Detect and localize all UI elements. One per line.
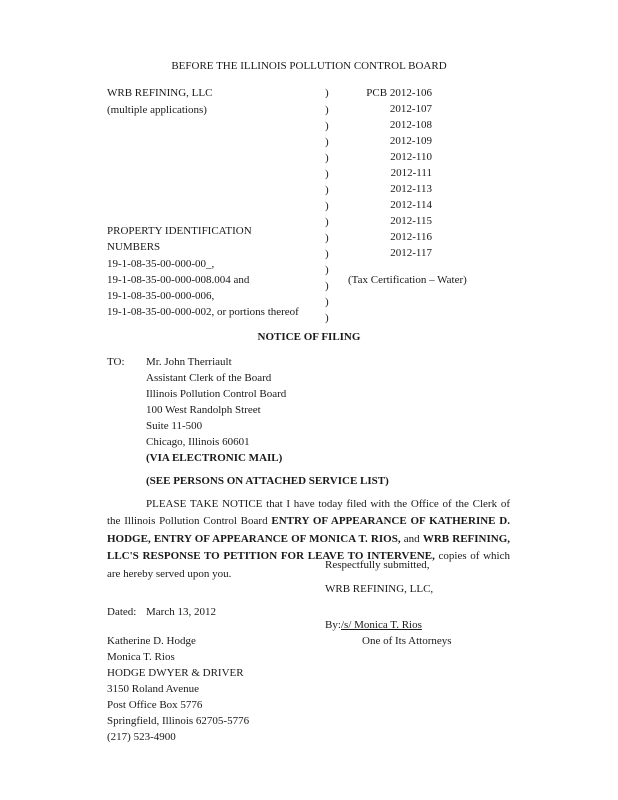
caption-paren: ) (325, 264, 329, 276)
notice-title: NOTICE OF FILING (257, 331, 361, 343)
case-number: 2012-113 (390, 183, 432, 195)
attorney-line: HODGE DWYER & DRIVER (107, 667, 244, 679)
closing: Respectfully submitted, (325, 559, 430, 571)
parcel-number: 19-1-08-35-00-000-002, or portions thereof (107, 306, 299, 318)
caption-paren: ) (325, 248, 329, 260)
by-label: By: (325, 619, 341, 631)
caption-paren: ) (325, 200, 329, 212)
case-number: PCB 2012-106 (366, 87, 432, 99)
body-document-1: ENTRY OF APPEARANCE OF KATHERINE D. HODGE, ENTRY OF APPEARANCE OF MONICA T. RIOS, (107, 515, 510, 545)
case-number: 2012-109 (389, 135, 432, 147)
caption-paren: ) (325, 216, 329, 228)
attorney-line: Post Office Box 5776 (107, 699, 203, 711)
caption-paren: ) (325, 152, 329, 164)
caption-paren: ) (325, 87, 329, 99)
notice-body (107, 496, 510, 583)
recipient-line: Chicago, Illinois 60601 (146, 436, 250, 448)
caption-paren: ) (325, 168, 329, 180)
attorney-line: (217) 523-4900 (107, 731, 176, 743)
caption-paren: ) (325, 104, 329, 116)
body-outro: copies of which are hereby served upon you. (107, 550, 510, 580)
caption-paren: ) (325, 120, 329, 132)
body-intro: PLEASE TAKE NOTICE that I have today filed with the Office of the Clerk of the Illinois Pollution Control Board (107, 498, 510, 528)
service-list-note: (SEE PERSONS ON ATTACHED SERVICE LIST) (146, 475, 389, 487)
recipient-line: Assistant Clerk of the Board (146, 372, 272, 384)
case-number: 2012-107 (389, 103, 432, 115)
caption-paren: ) (325, 184, 329, 196)
case-number: 2012-110 (390, 151, 432, 163)
body-connector: and (403, 532, 420, 545)
attorney-line: Monica T. Rios (107, 651, 175, 663)
case-number: 2012-108 (389, 119, 432, 131)
recipient-line: 100 West Randolph Street (146, 404, 261, 416)
property-heading-line-1: PROPERTY IDENTIFICATION (107, 225, 252, 237)
signer-role: One of Its Attorneys (362, 635, 452, 647)
signer-entity: WRB REFINING, LLC, (325, 583, 434, 595)
recipient-line: Suite 11-500 (146, 420, 203, 432)
dated-label: Dated: (107, 606, 137, 618)
case-number: 2012-117 (390, 247, 432, 259)
caption-paren: ) (325, 312, 329, 324)
caption-paren: ) (325, 136, 329, 148)
attorney-line: 3150 Roland Avenue (107, 683, 200, 695)
recipient-line: Illinois Pollution Control Board (146, 388, 287, 400)
petitioner-note: (multiple applications) (107, 104, 207, 116)
petitioner-name: WRB REFINING, LLC (107, 87, 213, 99)
parcel-number: 19-1-08-35-00-000-008.004 and (107, 274, 250, 286)
case-number: 2012-115 (390, 215, 432, 227)
delivery-method: (VIA ELECTRONIC MAIL) (146, 452, 283, 464)
signature: /s/ Monica T. Rios (341, 619, 422, 631)
certification-type: (Tax Certification – Water) (348, 274, 467, 286)
property-heading-line-2: NUMBERS (107, 241, 161, 253)
to-label: TO: (107, 356, 125, 368)
caption-paren: ) (325, 280, 329, 292)
caption-paren: ) (325, 232, 329, 244)
case-number: 2012-111 (390, 167, 432, 179)
attorney-line: Katherine D. Hodge (107, 635, 196, 647)
caption-paren: ) (325, 296, 329, 308)
case-number: 2012-114 (390, 199, 432, 211)
case-number: 2012-116 (390, 231, 432, 243)
parcel-number: 19-1-08-35-00-000-006, (107, 290, 215, 302)
recipient-line: Mr. John Therriault (146, 356, 232, 368)
body-document-2: WRB REFINING, LLC'S RESPONSE TO PETITION FOR LEAVE TO INTERVENE, (107, 532, 511, 563)
dated-value: March 13, 2012 (146, 606, 216, 618)
parcel-number: 19-1-08-35-00-000-00_, (107, 258, 215, 270)
board-heading: BEFORE THE ILLINOIS POLLUTION CONTROL BOARD (171, 60, 447, 72)
attorney-line: Springfield, Illinois 62705-5776 (107, 715, 250, 727)
